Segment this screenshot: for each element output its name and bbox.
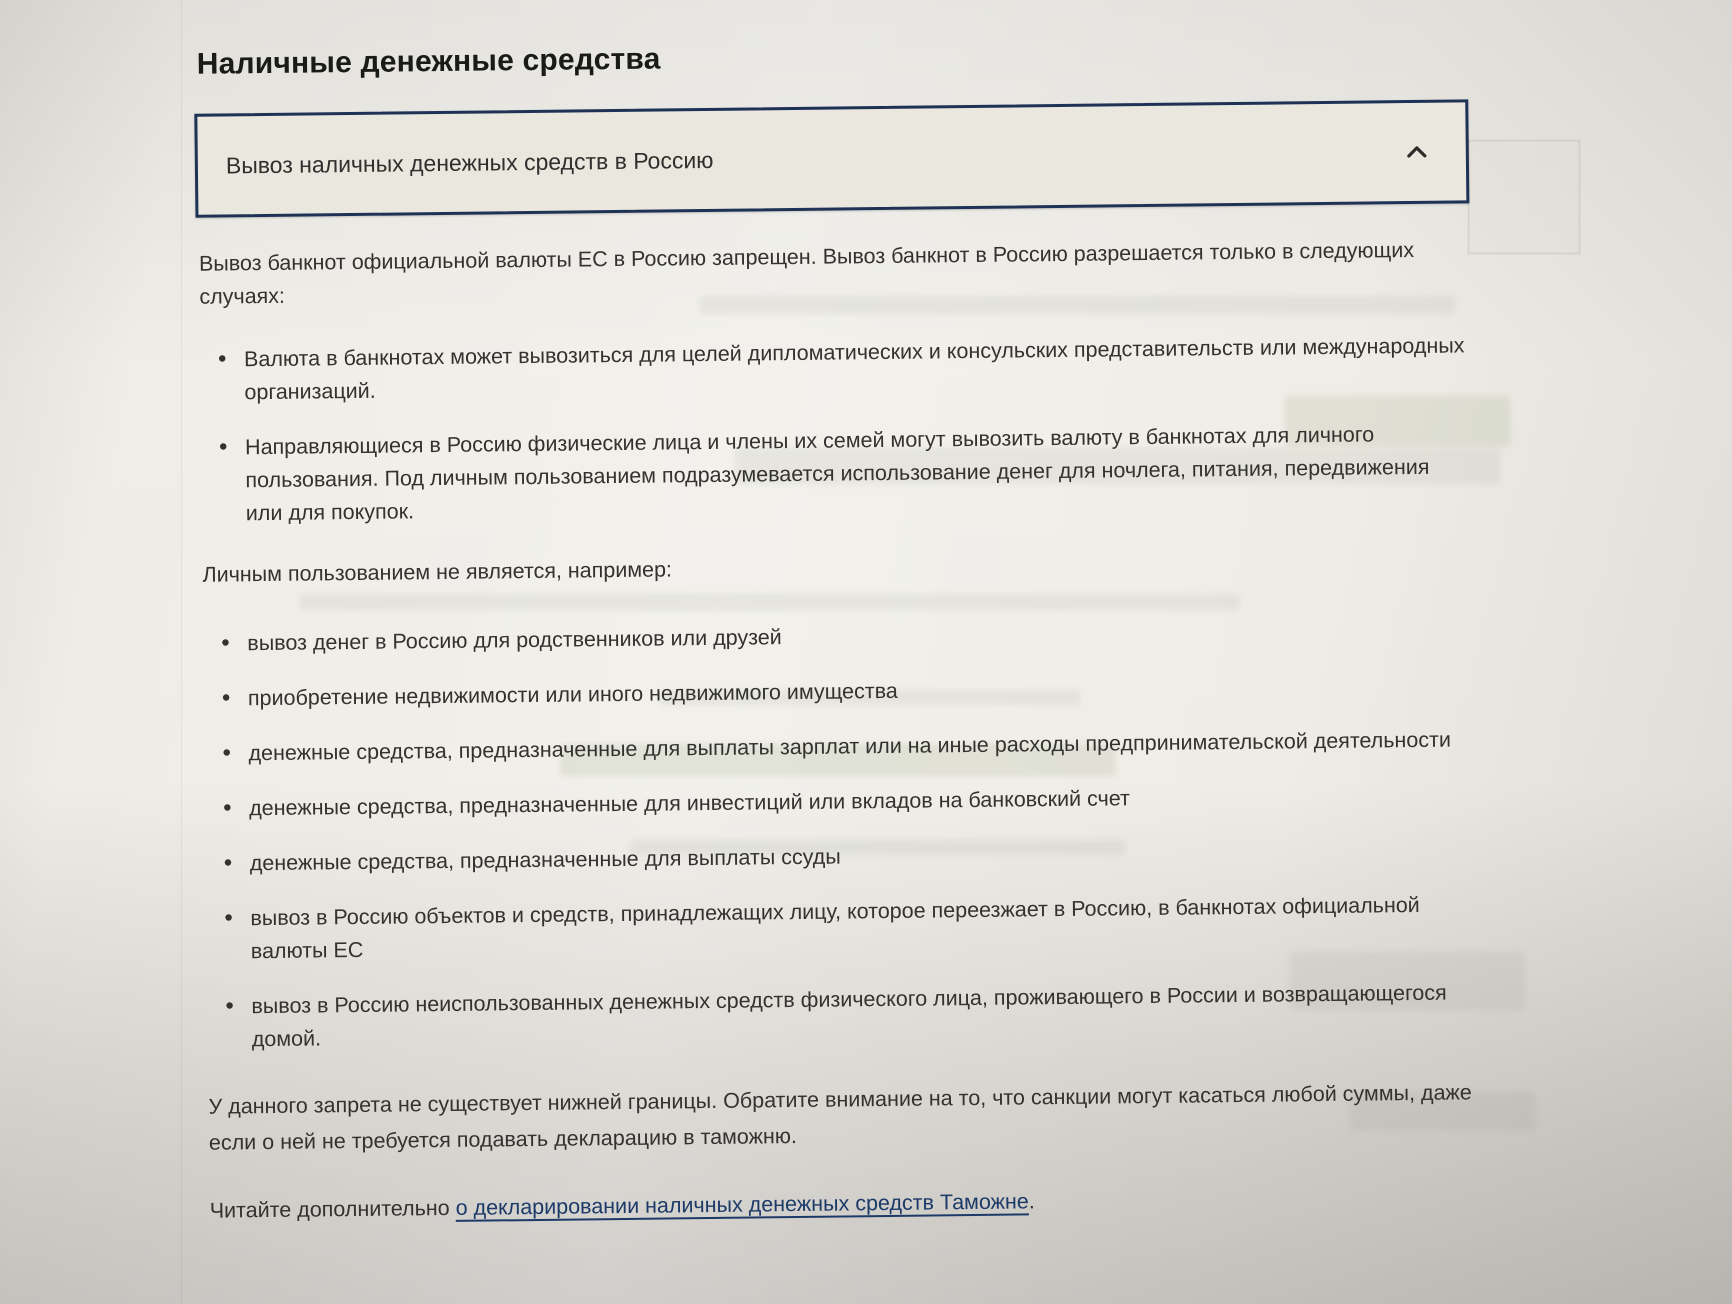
- list-item: • Направляющиеся в Россию физические лица и члены их семей могут вывозить валюту в банкнотах для личного пользования. Под личным пользованием подразумевается использование денег для ночлега, питания, передвижения или для покупок.: [245, 417, 1472, 530]
- list-item: • Валюта в банкнотах может вывозиться для целей дипломатических и консульских представительств или международных организаций.: [244, 329, 1471, 409]
- read-more-line: [210, 1180, 1480, 1227]
- not-personal-use-list: [203, 613, 1478, 1056]
- intro-paragraph: Вывоз банкнот официальной валюты ЕС в Россию запрещен. Вывоз банкнот в Россию разрешается только в следующих случаях:: [198, 237, 1415, 309]
- chevron-up-icon: [1406, 145, 1428, 159]
- accordion-body: [199, 233, 1480, 1227]
- not-personal-use-intro: Личным пользованием не является, например:: [202, 557, 673, 587]
- list-item: • денежные средства, предназначенные для выплаты ссуды: [250, 833, 1476, 880]
- read-more-prefix: Читайте дополнительно: [209, 1195, 456, 1223]
- no-lower-limit-note: У данного запрета не существует нижней границы. Обратите внимание на то, что санкции могут касаться любой суммы, даже если о ней не требуется подавать декларацию в таможню.: [208, 1080, 1472, 1155]
- list-item: • приобретение недвижимости или иного недвижимого имущества: [248, 668, 1474, 715]
- cash-declaration-link[interactable]: о декларировании наличных денежных средств Таможне: [455, 1189, 1029, 1220]
- list-item: • вывоз в Россию неиспользованных денежных средств физического лица, проживающего в России и возвращающегося домой.: [251, 976, 1478, 1056]
- read-more-suffix: .: [1028, 1189, 1035, 1214]
- list-item: • денежные средства, предназначенные для выплаты зарплат или на иные расходы предпринимательской деятельности: [248, 723, 1474, 770]
- list-item: • вывоз денег в Россию для родственников или друзей: [247, 613, 1473, 660]
- allowed-cases-list: [200, 329, 1472, 530]
- list-item: • денежные средства, предназначенные для инвестиций или вкладов на банковский счет: [249, 778, 1475, 825]
- accordion-header-cash-export-to-russia[interactable]: [194, 99, 1469, 217]
- accordion-header-label: Вывоз наличных денежных средств в Россию: [225, 146, 714, 178]
- list-item: • вывоз в Россию объектов и средств, принадлежащих лицу, которое переезжает в Россию, в банкнотах официальной валюты ЕС: [250, 888, 1477, 968]
- page-title: Наличные денежные средства: [196, 42, 661, 81]
